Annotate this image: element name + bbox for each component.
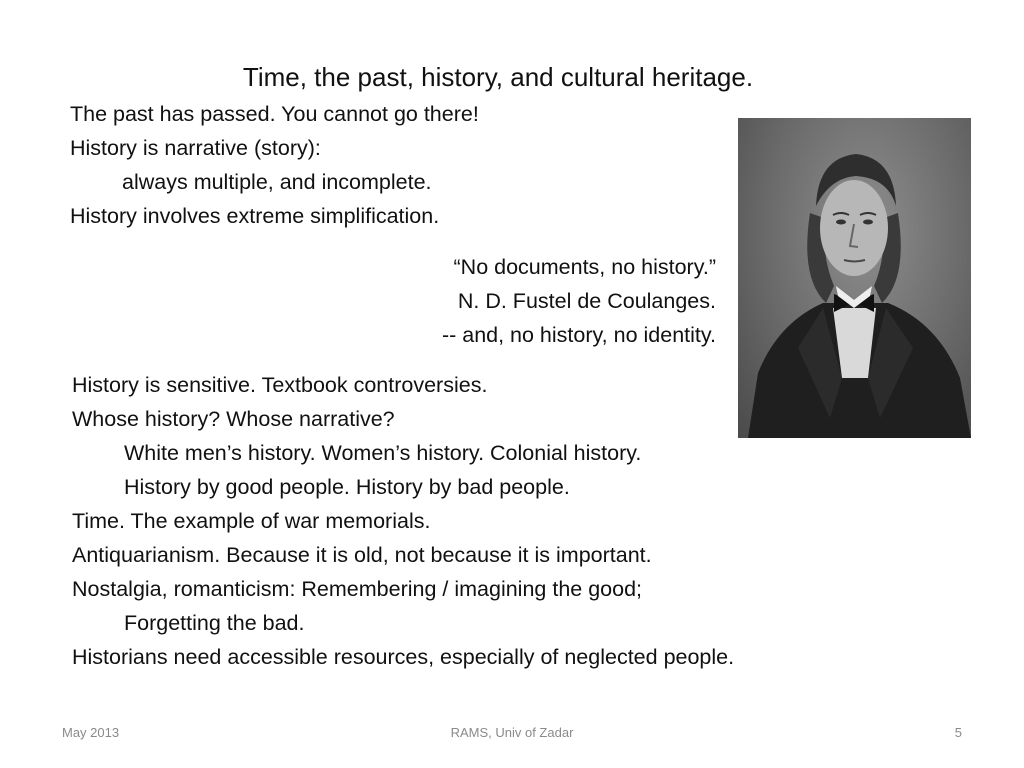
intro-line: History is narrative (story):: [70, 136, 321, 160]
quote-addendum: -- and, no history, no identity.: [441, 323, 716, 347]
page-number: 5: [954, 725, 962, 740]
intro-line: always multiple, and incomplete.: [122, 170, 432, 194]
body-line: Antiquarianism. Because it is old, not because it is important.: [72, 543, 652, 567]
body-line: Nostalgia, romanticism: Remembering / imagining the good;: [72, 577, 643, 601]
footer-date: May 2013: [62, 725, 120, 740]
body-line: Whose history? Whose narrative?: [72, 407, 395, 431]
portrait-photo-icon: [738, 118, 971, 438]
intro-line: History involves extreme simplification.: [70, 204, 440, 228]
slide-title: Time, the past, history, and cultural heritage.: [242, 62, 754, 92]
body-line: Forgetting the bad.: [124, 611, 305, 635]
intro-text-block: [70, 97, 479, 233]
body-line: White men’s history. Women’s history. Colonial history.: [124, 441, 642, 465]
quote-author: N. D. Fustel de Coulanges.: [457, 289, 716, 313]
quote-text: “No documents, no history.”: [453, 255, 716, 279]
body-line: History by good people. History by bad people.: [124, 475, 570, 499]
footer-source: RAMS, Univ of Zadar: [450, 725, 574, 740]
intro-line: The past has passed. You cannot go there!: [70, 102, 479, 126]
quote-block: [300, 250, 716, 352]
body-line: Time. The example of war memorials.: [72, 509, 431, 533]
body-line: Historians need accessible resources, especially of neglected people.: [72, 645, 735, 669]
body-text-block: [72, 368, 734, 674]
body-line: History is sensitive. Textbook controversies.: [72, 373, 488, 397]
